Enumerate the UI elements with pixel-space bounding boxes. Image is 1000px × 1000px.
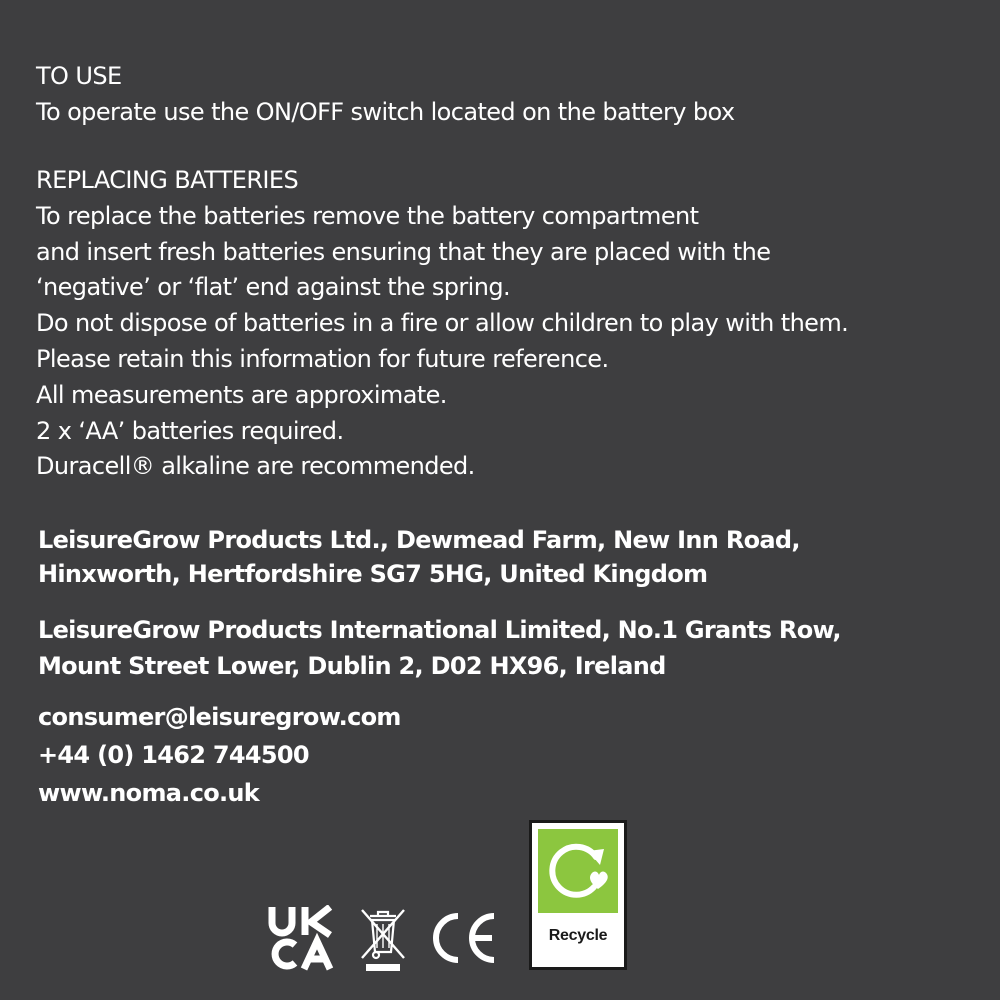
address-line: Hinxworth, Hertfordshire SG7 5HG, United Kingdom	[38, 560, 708, 588]
to-use-heading: TO USE	[36, 62, 122, 90]
recycle-logo	[529, 820, 627, 970]
ireland-address	[38, 612, 978, 684]
contact-website: www.noma.co.uk	[38, 779, 260, 807]
contact-email: consumer@leisuregrow.com	[38, 703, 401, 731]
instruction-line: Duracell® alkaline are recommended.	[36, 452, 475, 481]
to-use-line: To operate use the ON/OFF switch located on the battery box	[36, 98, 735, 126]
address-line: Mount Street Lower, Dublin 2, D02 HX96, Ireland	[38, 652, 666, 680]
address-line: LeisureGrow Products Ltd., Dewmead Farm, New Inn Road,	[38, 526, 800, 554]
contact-phone: +44 (0) 1462 744500	[38, 741, 309, 769]
ce-mark-icon	[428, 910, 498, 966]
ukca-mark-icon	[268, 905, 334, 971]
recycle-symbol-background	[538, 829, 618, 913]
instruction-line: and insert fresh batteries ensuring that they are placed with the	[36, 237, 771, 266]
contact-details	[38, 698, 978, 812]
replacing-batteries-heading: REPLACING BATTERIES	[36, 166, 299, 194]
replacing-batteries-section	[36, 163, 976, 485]
instruction-line: Please retain this information for future reference.	[36, 344, 609, 373]
instruction-line: To replace the batteries remove the battery compartment	[36, 201, 699, 230]
instruction-line: All measurements are approximate.	[36, 380, 447, 409]
address-line: LeisureGrow Products International Limited, No.1 Grants Row,	[38, 616, 841, 644]
instruction-line: ‘negative’ or ‘flat’ end against the spring.	[36, 273, 511, 302]
uk-address	[38, 523, 978, 591]
instruction-line: 2 x ‘AA’ batteries required.	[36, 416, 344, 445]
crossed-out-wheelie-bin-icon	[360, 908, 406, 972]
recycle-label: Recycle	[548, 927, 608, 944]
to-use-section	[36, 58, 976, 130]
recycle-arrow-heart-icon	[538, 829, 618, 913]
instruction-line: Do not dispose of batteries in a fire or allow children to play with them.	[36, 309, 849, 338]
